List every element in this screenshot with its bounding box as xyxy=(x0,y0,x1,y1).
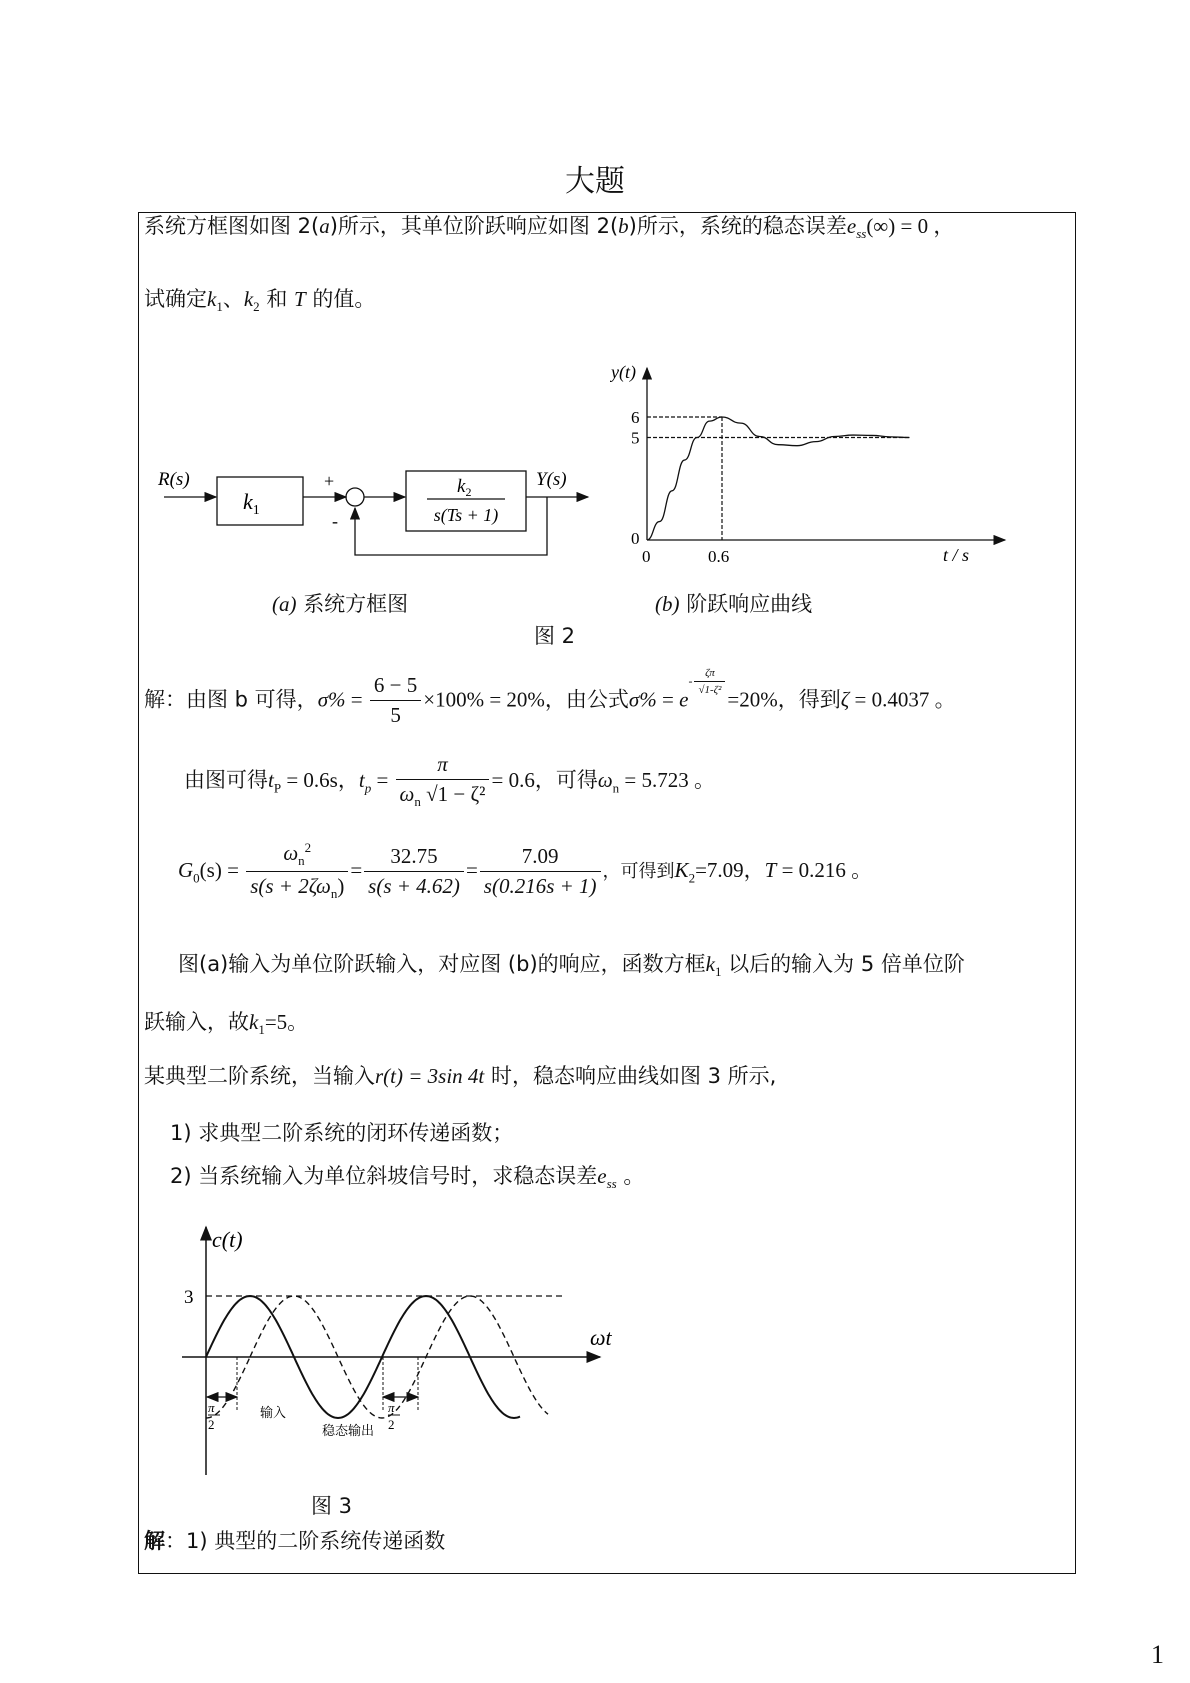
label-input: 输入 xyxy=(260,1405,287,1420)
text: 和 xyxy=(259,287,295,311)
text: (b) xyxy=(655,592,680,616)
text: 以后的输入为 5 倍单位阶 xyxy=(721,952,965,976)
text: = xyxy=(371,768,394,793)
k1-symbol: k xyxy=(705,952,715,976)
tp-symbol: t xyxy=(358,768,365,793)
text: )所示，系统的稳态误差 xyxy=(628,214,847,238)
fraction xyxy=(396,752,490,810)
fraction xyxy=(480,844,601,899)
text: 某典型二阶系统，当输入 xyxy=(144,1064,375,1088)
solution-label: 解 xyxy=(144,1529,165,1553)
zeta-symbol: ζ xyxy=(840,687,850,712)
G-symbol: G xyxy=(178,858,194,883)
plant-numerator: $k_2$ xyxy=(457,476,472,499)
text: ，可得 xyxy=(534,768,598,793)
numerator: 7.09 xyxy=(480,844,601,872)
text: )所示，其单位阶跃响应如图 2( xyxy=(329,214,619,238)
denominator: s(s + 4.62) xyxy=(368,873,460,898)
subscript: n xyxy=(298,853,305,869)
fig3-caption: 图 3 xyxy=(311,1494,353,1518)
text: = xyxy=(345,687,368,712)
y-axis-label: y(t) xyxy=(611,362,636,382)
x-axis-label: ωt xyxy=(590,1325,612,1350)
text: = xyxy=(350,858,363,883)
numerator: π xyxy=(396,752,490,780)
text: = 0.4037 。 xyxy=(849,687,956,712)
text: = 0.6 xyxy=(491,768,535,793)
pi-label: π xyxy=(388,1400,395,1415)
numerator: 32.75 xyxy=(364,844,464,872)
subscript: P xyxy=(273,780,282,796)
superscript: 2 xyxy=(304,840,312,855)
text: 、 xyxy=(222,287,244,311)
text: ) xyxy=(337,874,345,899)
subscript: p xyxy=(364,780,372,796)
text: 1) 典型的二阶系统传递函数 xyxy=(186,1529,446,1553)
text: 系统方框图如图 2( xyxy=(144,214,320,238)
block-k1-label: $k_1$ xyxy=(243,489,260,518)
page-number: 1 xyxy=(1151,1640,1164,1669)
text: 时，稳态响应曲线如图 3 所示, xyxy=(484,1064,777,1088)
y-tick-label: 6 xyxy=(631,408,640,427)
y-tick-label: 0 xyxy=(631,529,640,548)
text: ， xyxy=(337,768,359,793)
solution2-line1 xyxy=(144,1525,445,1555)
text: 。 xyxy=(616,1164,645,1188)
subscript: 0 xyxy=(193,870,200,886)
text: 跃输入，故 xyxy=(144,1010,249,1034)
T-symbol: T xyxy=(764,858,777,883)
denominator xyxy=(396,780,490,810)
text: (s) = xyxy=(199,858,245,883)
text: =5。 xyxy=(264,1010,309,1034)
subscript: 1 xyxy=(216,299,223,315)
ess-symbol: e xyxy=(846,214,857,238)
block-k1 xyxy=(217,477,303,525)
denominator xyxy=(246,872,348,902)
text: =20% xyxy=(727,687,778,712)
y-tick-3: 3 xyxy=(184,1287,194,1308)
text: √1 − ζ² xyxy=(420,782,486,806)
denominator: √1-ζ² xyxy=(698,683,722,696)
k2-symbol: k xyxy=(243,287,254,311)
subscript: 1 xyxy=(258,1022,265,1038)
x-tick-label: 0 xyxy=(642,547,651,566)
text: ，由公式 xyxy=(544,687,629,712)
text: s(s + 2ζω xyxy=(250,874,331,899)
output-label: Y(s) xyxy=(536,469,567,490)
two-label: 2 xyxy=(208,1417,215,1432)
page-title: 大题 xyxy=(565,164,625,199)
fig2b-caption xyxy=(655,588,812,618)
solution1-line2 xyxy=(184,752,715,810)
step-response-curve xyxy=(647,417,910,540)
subscript: 2 xyxy=(253,299,260,315)
text: b xyxy=(618,214,629,238)
label-steady-output: 稳态输出 xyxy=(322,1423,375,1438)
input-label: R(s) xyxy=(158,469,190,490)
y-axis-label: c(t) xyxy=(212,1227,243,1252)
fraction xyxy=(246,840,348,902)
numerator: ζπ xyxy=(694,667,725,682)
fig2-label: 图 2 xyxy=(534,624,576,648)
block-diagram xyxy=(150,455,610,575)
k1-symbol: k xyxy=(207,287,217,311)
text: (∞) = 0 ， xyxy=(866,214,955,238)
k1-symbol: k xyxy=(249,1010,259,1034)
text: 系统方框图 xyxy=(303,592,409,616)
text: - xyxy=(688,673,693,688)
text: (a) xyxy=(272,592,297,616)
exponent-fraction xyxy=(694,667,725,696)
problem2-question2 xyxy=(170,1160,644,1192)
y-tick-label: 5 xyxy=(631,428,640,448)
fraction xyxy=(364,844,464,899)
subscript: n xyxy=(612,780,620,796)
T-symbol: T xyxy=(294,287,306,311)
fraction xyxy=(370,673,421,728)
plant-denominator: s(Ts + 1) xyxy=(433,505,499,525)
numerator: 6 − 5 xyxy=(370,673,421,701)
solution1-line5 xyxy=(144,1006,308,1038)
sigma-symbol: σ% xyxy=(628,687,657,712)
subscript: 2 xyxy=(688,870,696,886)
text: ， xyxy=(743,858,765,883)
numerator xyxy=(246,840,348,872)
omega-symbol: ω xyxy=(283,841,299,865)
pi-label: π xyxy=(208,1400,215,1415)
text: ： xyxy=(165,1529,186,1553)
text: = 5.723 。 xyxy=(619,768,715,793)
text: 试确定 xyxy=(144,287,207,311)
problem2-line1 xyxy=(144,1060,776,1090)
sinusoid-chart xyxy=(170,1215,630,1485)
tp-symbol: t xyxy=(268,768,274,793)
fig2a-caption xyxy=(272,588,408,618)
minus-sign: - xyxy=(332,511,338,531)
denominator: s(0.216s + 1) xyxy=(483,873,597,898)
problem1-statement-line1 xyxy=(144,210,954,242)
text: = xyxy=(465,858,478,883)
text: 解：由图 b 可得， xyxy=(144,687,318,712)
exponent xyxy=(688,667,727,696)
ess-subscript: ss xyxy=(856,226,867,242)
text: =7.09 xyxy=(695,858,744,883)
text: = xyxy=(656,687,680,712)
sigma-symbol: σ% xyxy=(317,687,346,712)
subscript: ss xyxy=(606,1176,617,1192)
text: 2) 当系统输入为单位斜坡信号时，求稳态误差 xyxy=(170,1164,598,1188)
step-response-chart xyxy=(610,360,1010,570)
omega-symbol: ω xyxy=(399,782,415,806)
text: = 0.6s xyxy=(281,768,338,793)
text: ，得到 xyxy=(777,687,841,712)
text: = 0.216 。 xyxy=(776,858,873,883)
subscript: n xyxy=(414,794,421,810)
text: ×100% = 20% xyxy=(423,687,545,712)
K2-symbol: K xyxy=(674,858,689,883)
input-expression: r(t) = 3sin 4t xyxy=(375,1064,485,1088)
solution1-line4 xyxy=(178,948,965,980)
x-axis-label: t / s xyxy=(943,545,970,565)
text: 阶跃响应曲线 xyxy=(686,592,813,616)
x-tick-label: 0.6 xyxy=(708,547,730,566)
plus-sign: + xyxy=(324,471,335,491)
summing-junction xyxy=(346,488,364,506)
denominator: 5 xyxy=(390,703,401,727)
solution1-line3 xyxy=(178,840,872,902)
text: 由图可得 xyxy=(184,768,268,793)
two-label: 2 xyxy=(388,1417,395,1432)
omega-symbol: ω xyxy=(597,768,613,793)
problem1-statement-line2 xyxy=(144,283,375,315)
subscript: n xyxy=(330,886,338,902)
text: 的值。 xyxy=(305,287,376,311)
subscript: 1 xyxy=(714,964,722,980)
ess-symbol: e xyxy=(597,1164,607,1188)
e-symbol: e xyxy=(679,687,689,712)
text: a xyxy=(319,214,330,238)
text: 图(a)输入为单位阶跃输入，对应图 (b)的响应，函数方框 xyxy=(178,952,706,976)
problem2-question1: 1) 求典型二阶系统的闭环传递函数； xyxy=(170,1121,514,1145)
text: ，可得到 xyxy=(602,861,675,883)
